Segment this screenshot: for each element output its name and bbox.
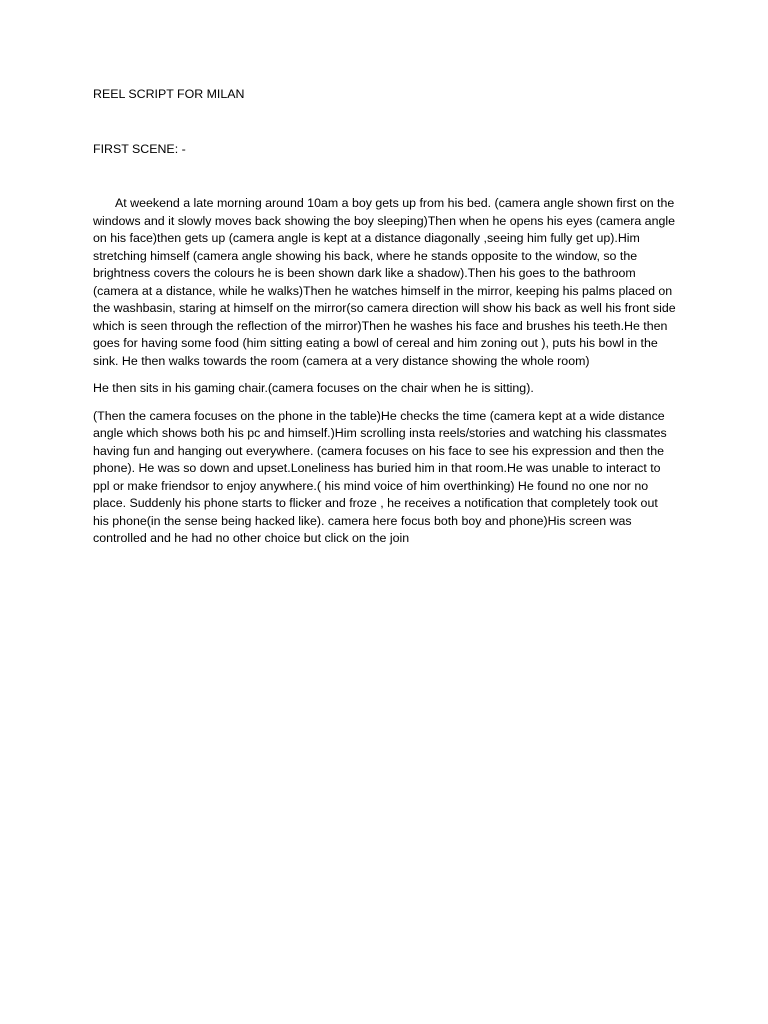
- document-body: [93, 86, 677, 545]
- script-paragraph: (Then the camera focuses on the phone in the table)He checks the time (camera kept at a wide distance angle which shows both his pc and himself.)Him scrolling insta reels/stories and watching his classmates having fun and hanging out everywhere. (camera focuses on his face to see his expression and then the phone). He was so down and upset.Loneliness has buried him in that room.He was unable to interact to ppl or make friendsor to enjoy anywhere.( his mind voice of him overthinking) He found no one nor no place. Suddenly his phone starts to flicker and froze , he receives a notification that completely took out his phone(in the sense being hacked like). camera here focus both boy and phone)His screen was controlled and he had no other choice but click on the join: [93, 408, 667, 545]
- script-paragraph: At weekend a late morning around 10am a boy gets up from his bed. (camera angle shown first on the windows and it slowly moves back showing the boy sleeping)Then when he opens his eyes (camera angle on his face)then gets up (camera angle is kept at a distance diagonally ,seeing him fully get up).Him stretching himself (camera angle showing his back, where he stands opposite to the window, so the brightness covers the colours he is been shown dark like a shadow).Then his goes to the bathroom (camera at a distance, while he walks)Then he watches himself in the mirror, keeping his palms placed on the washbasin, staring at himself on the mirror(so camera direction will show his back as well his front side which is seen through the reflection of the mirror)Then he washes his face and brushes his teeth.He then goes for having some food (him sitting eating a bowl of cereal and him zoning out ), puts his bowl in the sink. He then walks towards the room (camera at a very distance showing the whole room): [93, 196, 676, 368]
- script-paragraphs: [93, 195, 677, 558]
- scene-heading: FIRST SCENE: -: [93, 142, 186, 156]
- document-title: REEL SCRIPT FOR MILAN: [93, 87, 245, 101]
- script-paragraph: He then sits in his gaming chair.(camera focuses on the chair when he is sitting).: [93, 381, 534, 395]
